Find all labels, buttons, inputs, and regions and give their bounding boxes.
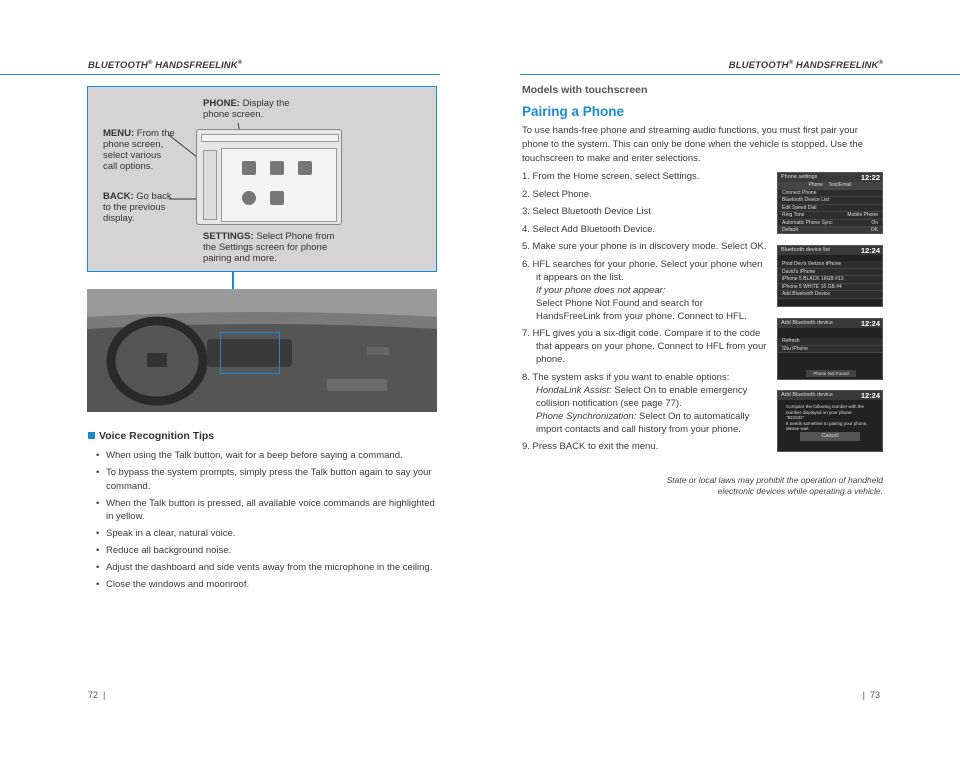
head-unit-screen (221, 148, 337, 222)
screenshot-phone-settings (777, 172, 883, 234)
voice-tips-title (88, 430, 214, 442)
header-bluetooth: BLUETOOTH (88, 60, 148, 72)
tip-item: • Reduce all background noise. (96, 544, 441, 558)
screenshot-pair-code (777, 390, 883, 452)
settings-callout-text: Select Phone from the Settings screen for phone pairing and more. (203, 231, 335, 264)
head-unit-topbar (201, 134, 339, 142)
shot-row: David's iPhone (778, 269, 882, 277)
settings-callout-title: SETTINGS: (203, 231, 254, 242)
shot-title: Add Bluetooth device (781, 320, 833, 326)
step-9: 9. Press BACK to exit the menu. (522, 441, 659, 452)
step-8-opt2-text: Select On to automatically import contacts and call history from your phone. (536, 410, 750, 435)
shot-row: iPhone 5 WHITE 16 GB #4 (778, 284, 882, 292)
back-callout-title: BACK: (103, 191, 134, 202)
pairing-intro: To use hands-free phone and streaming audio functions, you must first pair your phone to the system. This can only be done when the vehicle is stopped. Use the touchscreen to make and enter selections. (522, 125, 863, 164)
icon-hondalink (270, 191, 284, 205)
settings-callout (203, 231, 338, 264)
phone-callout-title: PHONE: (203, 98, 240, 109)
step-8 (522, 371, 767, 436)
tip-item: • When the Talk button is pressed, all available voice commands are highlighted in yellow. (96, 497, 441, 524)
shot-footer-right: OK (870, 227, 878, 233)
screen-highlight-box (220, 332, 280, 374)
step-8-text: 8. The system asks if you want to enable options: (522, 371, 730, 383)
tip-item: • Speak in a clear, natural voice. (96, 527, 441, 541)
shot-time: 12:24 (860, 391, 880, 400)
dashboard-photo (87, 289, 437, 412)
head-unit-side-buttons (203, 150, 217, 220)
step-2: 2. Select Phone. (522, 188, 592, 200)
shot-row (778, 212, 882, 220)
shot-message-line: It needs sometime to pairing your phone, please wait. (786, 420, 868, 430)
legal-note: State or local laws may prohibit the operation of handheld electronic devices while operating a vehicle. (666, 475, 883, 496)
header-reg: ® (147, 60, 153, 66)
right-page-number: | 73 (862, 690, 880, 700)
shot-row: Edit Speed Dial (778, 205, 882, 213)
screenshot-device-list (777, 245, 883, 307)
shot-tabs (778, 182, 882, 190)
left-header-rule (0, 74, 440, 75)
shot-row-value: On (871, 219, 878, 226)
head-unit-illustration (196, 129, 342, 225)
icon-settings (242, 191, 256, 205)
step-7: 7. HFL gives you a six-digit code. Compare it to the code that appears on your phone. Connect to HFL from your phone. (522, 328, 767, 365)
shot-titlebar (778, 246, 882, 255)
shot-row: Bluetooth Device List (778, 197, 882, 205)
tip-item: • Close the windows and moonroof. (96, 578, 441, 592)
shot-title: Phone settings (781, 174, 818, 180)
shot-time: 12:24 (860, 319, 880, 328)
tip-item: • Adjust the dashboard and side vents away from the microphone in the ceiling. (96, 561, 441, 575)
shot-row-label: Automatic Phone Sync (782, 219, 833, 226)
shot-row: iPhone 5 BLACK 16GB #13 (778, 276, 882, 284)
shot-tab: Phone (808, 182, 823, 188)
shot-footer-button: Phone Not Found (806, 370, 856, 377)
page-number-72: 72 (88, 690, 99, 700)
tip-item: • To bypass the system prompts, simply press the Talk button again to say your command. (96, 466, 441, 493)
header-reg: ® (788, 60, 794, 66)
step-3: 3. Select Bluetooth Device List (522, 206, 651, 217)
phone-callout-text: Display the phone screen. (203, 98, 290, 120)
step-6-note-text: Select Phone Not Found and search for HandsFreeLink from your phone. Connect to HFL. (536, 297, 747, 322)
step-6-note-title: If your phone does not appear: (536, 284, 666, 296)
shot-titlebar (778, 319, 882, 328)
shot-footer (778, 227, 882, 234)
header-hfl: HANDSFREELINK (795, 60, 879, 72)
step-6-text: 6. HFL searches for your phone. Select your phone when it appears on the list. (522, 258, 763, 283)
shot-row-label: Ring Tone (782, 212, 805, 218)
shot-title: Add Bluetooth device (781, 392, 833, 398)
screen-callout-panel (87, 86, 437, 272)
shot-row: Add Bluetooth Device (778, 291, 882, 299)
icon-phone (242, 161, 256, 175)
step-8-opt1-text: Select On to enable emergency collision notification (see page 77). (536, 384, 748, 409)
shot-row: Shu iPhone (778, 346, 882, 354)
step-4: 4. Select Add Bluetooth Device. (522, 223, 656, 235)
shot-time: 12:24 (860, 246, 880, 255)
shot-cancel-button: Cancel (800, 432, 860, 441)
header-hfl: HANDSFREELINK (155, 60, 238, 72)
phone-callout (203, 98, 313, 120)
left-running-header (88, 60, 242, 71)
shot-footer-left: Default (782, 227, 798, 233)
step-8-opt1-title: HondaLink Assist: (536, 384, 612, 396)
shot-message-code: "821932" (786, 415, 805, 420)
shot-titlebar (778, 173, 882, 182)
header-reg: ® (878, 60, 883, 66)
menu-callout-text: From the phone screen, select various call options. (103, 128, 175, 172)
shot-row-value: Mobile Phone (847, 212, 878, 218)
voice-tips-list (96, 449, 441, 595)
pairing-title: Pairing a Phone (522, 104, 625, 119)
header-reg: ® (237, 60, 243, 66)
header-bluetooth: BLUETOOTH (728, 60, 789, 72)
section-square-icon (88, 432, 95, 439)
shot-row (778, 220, 882, 228)
shot-title: Bluetooth device list (781, 247, 830, 253)
step-6 (522, 258, 767, 323)
voice-tips-title-text: Voice Recognition Tips (99, 430, 215, 442)
right-running-header (729, 60, 883, 71)
page-number-73: 73 (869, 690, 880, 700)
shot-tab: Text/Email (828, 182, 852, 188)
step-8-opt2-title: Phone Synchronization: (536, 410, 637, 422)
icon-audio (298, 161, 312, 175)
right-header-rule (520, 74, 960, 75)
screenshot-add-device (777, 318, 883, 380)
tip-item: • When using the Talk button, wait for a beep before saying a command. (96, 449, 441, 463)
menu-callout (103, 128, 175, 172)
pairing-steps (522, 170, 767, 458)
back-callout-text: Go back to the previous display. (103, 191, 172, 224)
models-subheading: Models with touchscreen (522, 84, 648, 96)
step-1: 1. From the Home screen, select Settings. (522, 171, 700, 182)
icon-info (270, 161, 284, 175)
shot-message-line: Compare the following number with the number displayed on your phone: (786, 404, 865, 415)
shot-row: Prod Dev's Verizon iPhone (778, 261, 882, 269)
shot-row: Connect Phone (778, 190, 882, 198)
back-callout (103, 191, 175, 224)
left-page-number: 72 | (88, 690, 106, 700)
shot-titlebar (778, 391, 882, 400)
shot-message (778, 400, 882, 430)
menu-callout-title: MENU: (103, 128, 135, 139)
shot-row: Refresh (778, 338, 882, 346)
step-5: 5. Make sure your phone is in discovery mode. Select OK. (522, 241, 767, 252)
shot-time: 12:22 (860, 173, 880, 182)
